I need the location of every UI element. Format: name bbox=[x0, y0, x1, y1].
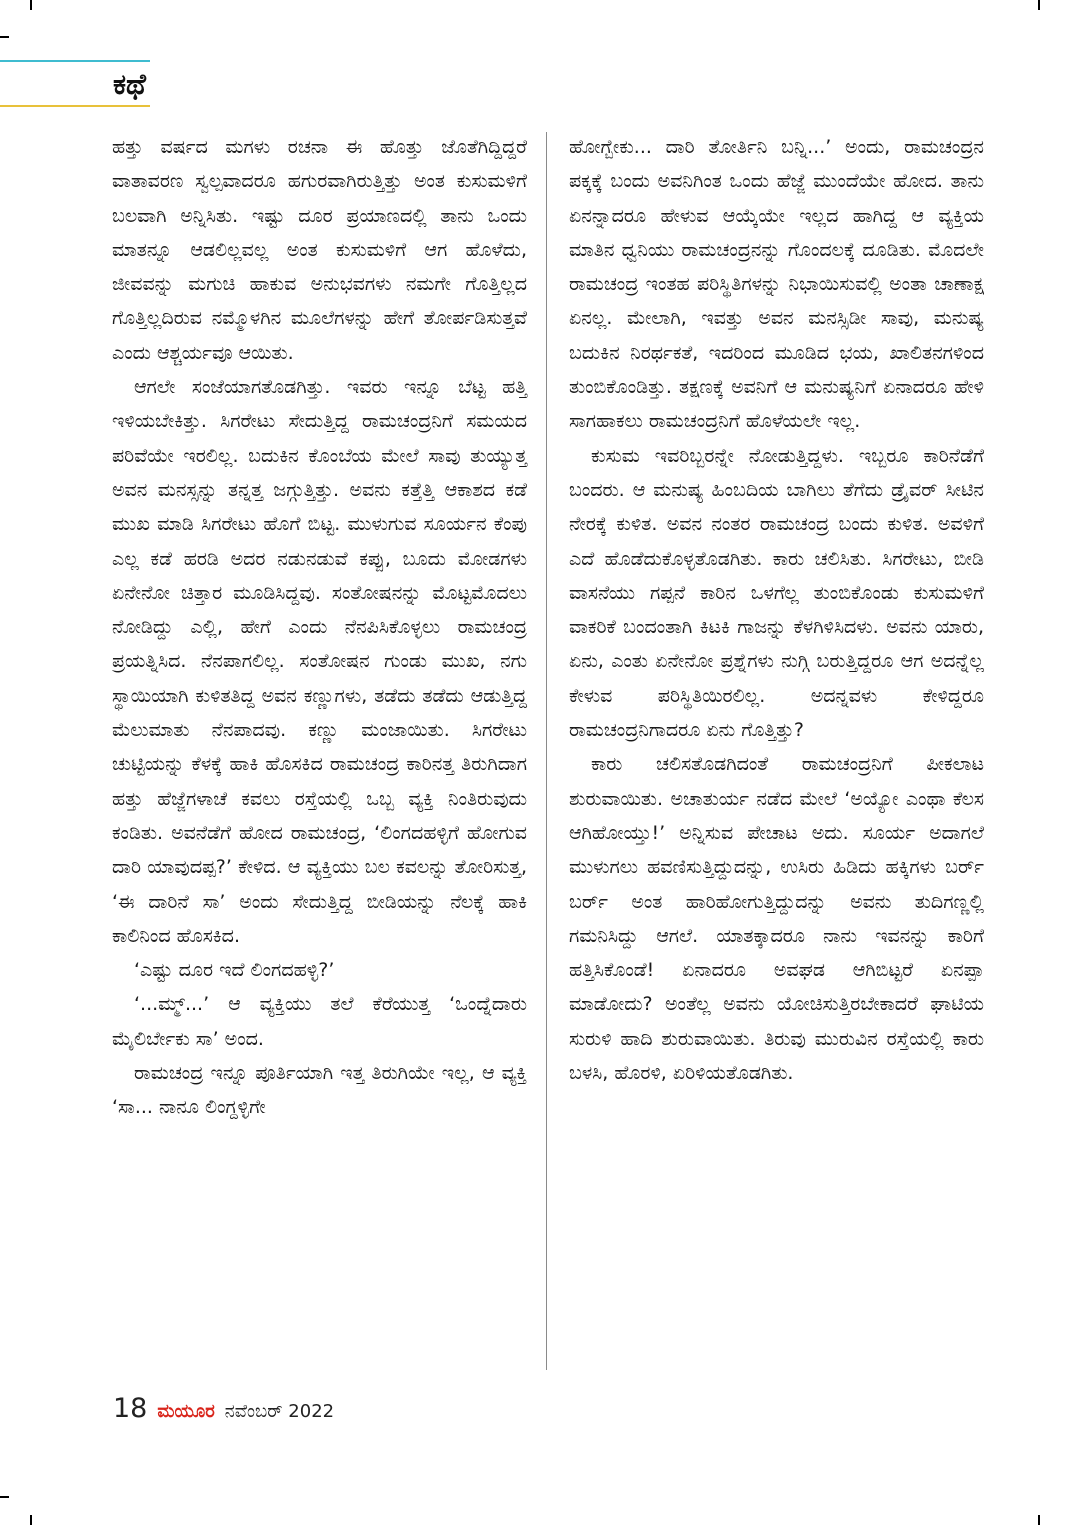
crop-mark-left-upper bbox=[0, 36, 9, 38]
page-number: 18 bbox=[113, 1393, 148, 1424]
left-paragraph-2: ಆಗಲೇ ಸಂಜೆಯಾಗತೊಡಗಿತ್ತು. ಇವರು ಇನ್ನೂ ಬೆಟ್ಟ ಹತ್ತಿ ಇಳಿಯಬೇಕಿತ್ತು. ಸಿಗರೇಟು ಸೇದುತ್ತಿದ್ದ ರಾಮಚಂದ್ರನಿಗೆ ಸಮಯದ ಪರಿವೆಯೇ ಇರಲಿಲ್ಲ. ಬದುಕಿನ ಕೊಂಬೆಯ ಮೇಲೆ ಸಾವು ತುಯ್ಯುತ್ತ ಅವನ ಮನಸ್ಸನ್ನು ತನ್ನತ್ತ ಜಗ್ಗುತ್ತಿತ್ತು. ಅವನು ಕತ್ತೆತ್ತಿ ಆಕಾಶದ ಕಡೆ ಮುಖ ಮಾಡಿ ಸಿಗರೇಟು ಹೊಗೆ ಬಿಟ್ಟ. ಮುಳುಗುವ ಸೂರ್ಯನ ಕೆಂಪು ಎಲ್ಲ ಕಡೆ ಹರಡಿ ಅದರ ನಡುನಡುವೆ ಕಪ್ಪು, ಬೂದು ಮೋಡಗಳು ಏನೇನೋ ಚಿತ್ತಾರ ಮೂಡಿಸಿದ್ದವು. ಸಂತೋಷನನ್ನು ಮೊಟ್ಟಮೊದಲು ನೋಡಿದ್ದು ಎಲ್ಲಿ, ಹೇಗೆ ಎಂದು ನೆನಪಿಸಿಕೊಳ್ಳಲು ರಾಮಚಂದ್ರ ಪ್ರಯತ್ನಿಸಿದ. ನೆನಪಾಗಲಿಲ್ಲ. ಸಂತೋಷನ ಗುಂಡು ಮುಖ, ನಗು ಸ್ಥಾಯಿಯಾಗಿ ಕುಳಿತತಿದ್ದ ಅವನ ಕಣ್ಣುಗಳು, ತಡೆದು ತಡೆದು ಆಡುತ್ತಿದ್ದ ಮೆಲುಮಾತು ನೆನಪಾದವು. ಕಣ್ಣು ಮಂಜಾಯಿತು. ಸಿಗರೇಟು ಚುಟ್ಟಿಯನ್ನು ಕೆಳಕ್ಕೆ ಹಾಕಿ ಹೊಸಕಿದ ರಾಮಚಂದ್ರ ಕಾರಿನತ್ತ ತಿರುಗಿದಾಗ ಹತ್ತು ಹೆಜ್ಜೆಗಳಾಚೆ ಕವಲು ರಸ್ತೆಯಲ್ಲಿ ಒಬ್ಬ ವ್ಯಕ್ತಿ ನಿಂತಿರುವುದು ಕಂಡಿತು. ಅವನೆಡೆಗೆ ಹೋದ ರಾಮಚಂದ್ರ, ‘ಲಿಂಗದಹಳ್ಳಿಗೆ ಹೋಗುವ ದಾರಿ ಯಾವುದಪ್ಪ?’ ಕೇಳಿದ. ಆ ವ್ಯಕ್ತಿಯು ಬಲ ಕವಲನ್ನು ತೋರಿಸುತ್ತ, ‘ಈ ದಾರಿನೆ ಸಾ’ ಅಂದು ಸೇದುತ್ತಿದ್ದ ಬೀಡಿಯನ್ನು ನೆಲಕ್ಕೆ ಹಾಕಿ ಕಾಲಿನಿಂದ ಹೊಸಕಿದ. bbox=[112, 376, 527, 947]
magazine-name: ಮಯೂರ bbox=[157, 1401, 215, 1422]
left-paragraph-4: ‘...ಮ್ಮ್...’ ಆ ವ್ಯಕ್ತಿಯು ತಲೆ ಕೆರೆಯುತ್ತ ‘ಒಂದ್ನೆದಾರು ಮೈಲಿರ್ಬೇಕು ಸಾ’ ಅಂದ. bbox=[112, 993, 527, 1050]
left-column bbox=[112, 130, 527, 1125]
header-rule-bottom bbox=[0, 105, 150, 107]
left-paragraph-5: ರಾಮಚಂದ್ರ ಇನ್ನೂ ಪೂರ್ತಿಯಾಗಿ ಇತ್ತ ತಿರುಗಿಯೇ ಇಲ್ಲ, ಆ ವ್ಯಕ್ತಿ ‘ಸಾ... ನಾನೂ ಲಿಂಗ್ದಳ್ಳಿಗೇ bbox=[112, 1062, 527, 1119]
crop-mark-bottom-right bbox=[1038, 1515, 1040, 1525]
right-paragraph-1: ಕುಸುಮ ಇವರಿಬ್ಬರನ್ನೇ ನೋಡುತ್ತಿದ್ದಳು. ಇಬ್ಬರೂ ಕಾರಿನೆಡೆಗೆ ಬಂದರು. ಆ ಮನುಷ್ಯ ಹಿಂಬದಿಯ ಬಾಗಿಲು ತೆಗೆದು ಡ್ರೈವರ್ ಸೀಟಿನ ನೇರಕ್ಕೆ ಕುಳಿತ. ಅವನ ನಂತರ ರಾಮಚಂದ್ರ ಬಂದು ಕುಳಿತ. ಅವಳಿಗೆ ಎದೆ ಹೊಡೆದುಕೊಳ್ಳತೊಡಗಿತು. ಕಾರು ಚಲಿಸಿತು. ಸಿಗರೇಟು, ಬೀಡಿ ವಾಸನೆಯು ಗಪ್ಪನೆ ಕಾರಿನ ಒಳಗೆಲ್ಲ ತುಂಬಿಕೊಂಡು ಕುಸುಮಳಿಗೆ ವಾಕರಿಕೆ ಬಂದಂತಾಗಿ ಕಿಟಕಿ ಗಾಜನ್ನು ಕೆಳಗಿಳಿಸಿದಳು. ಅವನು ಯಾರು, ಏನು, ಎಂತು ಏನೇನೋ ಪ್ರಶ್ನೆಗಳು ನುಗ್ಗಿ ಬರುತ್ತಿದ್ದರೂ ಆಗ ಅದನ್ನೆಲ್ಲ ಕೇಳುವ ಪರಿಸ್ಥಿತಿಯಿರಲಿಲ್ಲ. ಅದನ್ನವಳು ಕೇಳಿದ್ದರೂ ರಾಮಚಂದ್ರನಿಗಾದರೂ ಏನು ಗೊತ್ತಿತ್ತು? bbox=[569, 444, 984, 742]
right-paragraph-2: ಕಾರು ಚಲಿಸತೊಡಗಿದಂತೆ ರಾಮಚಂದ್ರನಿಗೆ ಪೀಕಲಾಟ ಶುರುವಾಯಿತು. ಅಚಾತುರ್ಯ ನಡೆದ ಮೇಲೆ ‘ಅಯ್ಯೋ ಎಂಥಾ ಕೆಲಸ ಆಗಿಹೋಯ್ತು!’ ಅನ್ನಿಸುವ ಪೇಚಾಟ ಅದು. ಸೂರ್ಯ ಅದಾಗಲೆ ಮುಳುಗಲು ಹವಣಿಸುತ್ತಿದ್ದುದನ್ನು, ಉಸಿರು ಹಿಡಿದು ಹಕ್ಕಿಗಳು ಬರ್ರ್ ಬರ್ರ್ ಅಂತ ಹಾರಿಹೋಗುತ್ತಿದ್ದುದನ್ನು ಅವನು ತುದಿಗಣ್ಣಲ್ಲಿ ಗಮನಿಸಿದ್ದು ಆಗಲೆ. ಯಾತಕ್ಕಾದರೂ ನಾನು ಇವನನ್ನು ಕಾರಿಗೆ ಹತ್ತಿಸಿಕೊಂಡೆ! ಏನಾದರೂ ಅವಘಡ ಆಗಿಬಿಟ್ಟರೆ ಏನಪ್ಪಾ ಮಾಡೋದು? ಅಂತೆಲ್ಲ ಅವನು ಯೋಚಿಸುತ್ತಿರಬೇಕಾದರೆ ಘಾಟಿಯ ಸುರುಳಿ ಹಾದಿ ಶುರುವಾಯಿತು. ತಿರುವು ಮುರುವಿನ ರಸ್ತೆಯಲ್ಲಿ ಕಾರು ಬಳಸಿ, ಹೊರಳಿ, ಏರಿಳಿಯತೊಡಗಿತು. bbox=[569, 753, 984, 1085]
crop-mark-top-right bbox=[1038, 0, 1040, 10]
issue-date: ನವೆಂಬರ್ 2022 bbox=[224, 1401, 335, 1422]
column-divider bbox=[546, 132, 547, 1370]
crop-mark-left-lower bbox=[0, 1496, 9, 1498]
left-paragraph-3: ‘ಎಷ್ಟು ದೂರ ಇದೆ ಲಿಂಗದಹಳ್ಳಿ?’ bbox=[134, 959, 335, 982]
right-column bbox=[569, 130, 984, 1090]
page-footer bbox=[113, 1393, 334, 1429]
crop-mark-bottom-left bbox=[30, 1515, 32, 1525]
section-label: ಕಥೆ bbox=[113, 67, 146, 101]
right-paragraph-continued: ಹೋಗ್ಬೇಕು... ದಾರಿ ತೋರ್ತಿನಿ ಬನ್ನಿ...’ ಅಂದು, ರಾಮಚಂದ್ರನ ಪಕ್ಕಕ್ಕೆ ಬಂದು ಅವನಿಗಿಂತ ಒಂದು ಹೆಜ್ಜೆ ಮುಂದೆಯೇ ಹೋದ. ತಾನು ಏನನ್ನಾದರೂ ಹೇಳುವ ಆಯ್ಕೆಯೇ ಇಲ್ಲದ ಹಾಗಿದ್ದ ಆ ವ್ಯಕ್ತಿಯ ಮಾತಿನ ಧ್ವನಿಯು ರಾಮಚಂದ್ರನನ್ನು ಗೊಂದಲಕ್ಕೆ ದೂಡಿತು. ಮೊದಲೇ ರಾಮಚಂದ್ರ ಇಂತಹ ಪರಿಸ್ಥಿತಿಗಳನ್ನು ನಿಭಾಯಿಸುವಲ್ಲಿ ಅಂತಾ ಚಾಣಾಕ್ಷ ಏನಲ್ಲ. ಮೇಲಾಗಿ, ಇವತ್ತು ಅವನ ಮನಸ್ಸಿಡೀ ಸಾವು, ಮನುಷ್ಯ ಬದುಕಿನ ನಿರರ್ಥಕತೆ, ಇದರಿಂದ ಮೂಡಿದ ಭಯ, ಖಾಲಿತನಗಳಿಂದ ತುಂಬಿಕೊಂಡಿತ್ತು. ತಕ್ಷಣಕ್ಕೆ ಅವನಿಗೆ ಆ ಮನುಷ್ಯನಿಗೆ ಏನಾದರೂ ಹೇಳಿ ಸಾಗಹಾಕಲು ರಾಮಚಂದ್ರನಿಗೆ ಹೊಳೆಯಲೇ ಇಲ್ಲ. bbox=[569, 136, 984, 433]
left-paragraph-1: ಹತ್ತು ವರ್ಷದ ಮಗಳು ರಚನಾ ಈ ಹೊತ್ತು ಜೊತೆಗಿದ್ದಿದ್ದರೆ ವಾತಾವರಣ ಸ್ವಲ್ಪವಾದರೂ ಹಗುರವಾಗಿರುತ್ತಿತ್ತು ಅಂತ ಕುಸುಮಳಿಗೆ ಬಲವಾಗಿ ಅನ್ನಿಸಿತು. ಇಷ್ಟು ದೂರ ಪ್ರಯಾಣದಲ್ಲಿ ತಾನು ಒಂದು ಮಾತನ್ನೂ ಆಡಲಿಲ್ಲವಲ್ಲ ಅಂತ ಕುಸುಮಳಿಗೆ ಆಗ ಹೊಳೆದು, ಜೀವವನ್ನು ಮಗುಚಿ ಹಾಕುವ ಅನುಭವಗಳು ನಮಗೇ ಗೊತ್ತಿಲ್ಲದ ಗೊತ್ತಿಲ್ಲದಿರುವ ನಮ್ಮೊಳಗಿನ ಮೂಲೆಗಳನ್ನು ಹೇಗೆ ತೋರ್ಪಡಿಸುತ್ತವೆ ಎಂದು ಆಶ್ಚರ್ಯವೂ ಆಯಿತು. bbox=[112, 136, 527, 364]
header-rule-top bbox=[0, 60, 150, 62]
crop-mark-top-left bbox=[30, 0, 32, 10]
